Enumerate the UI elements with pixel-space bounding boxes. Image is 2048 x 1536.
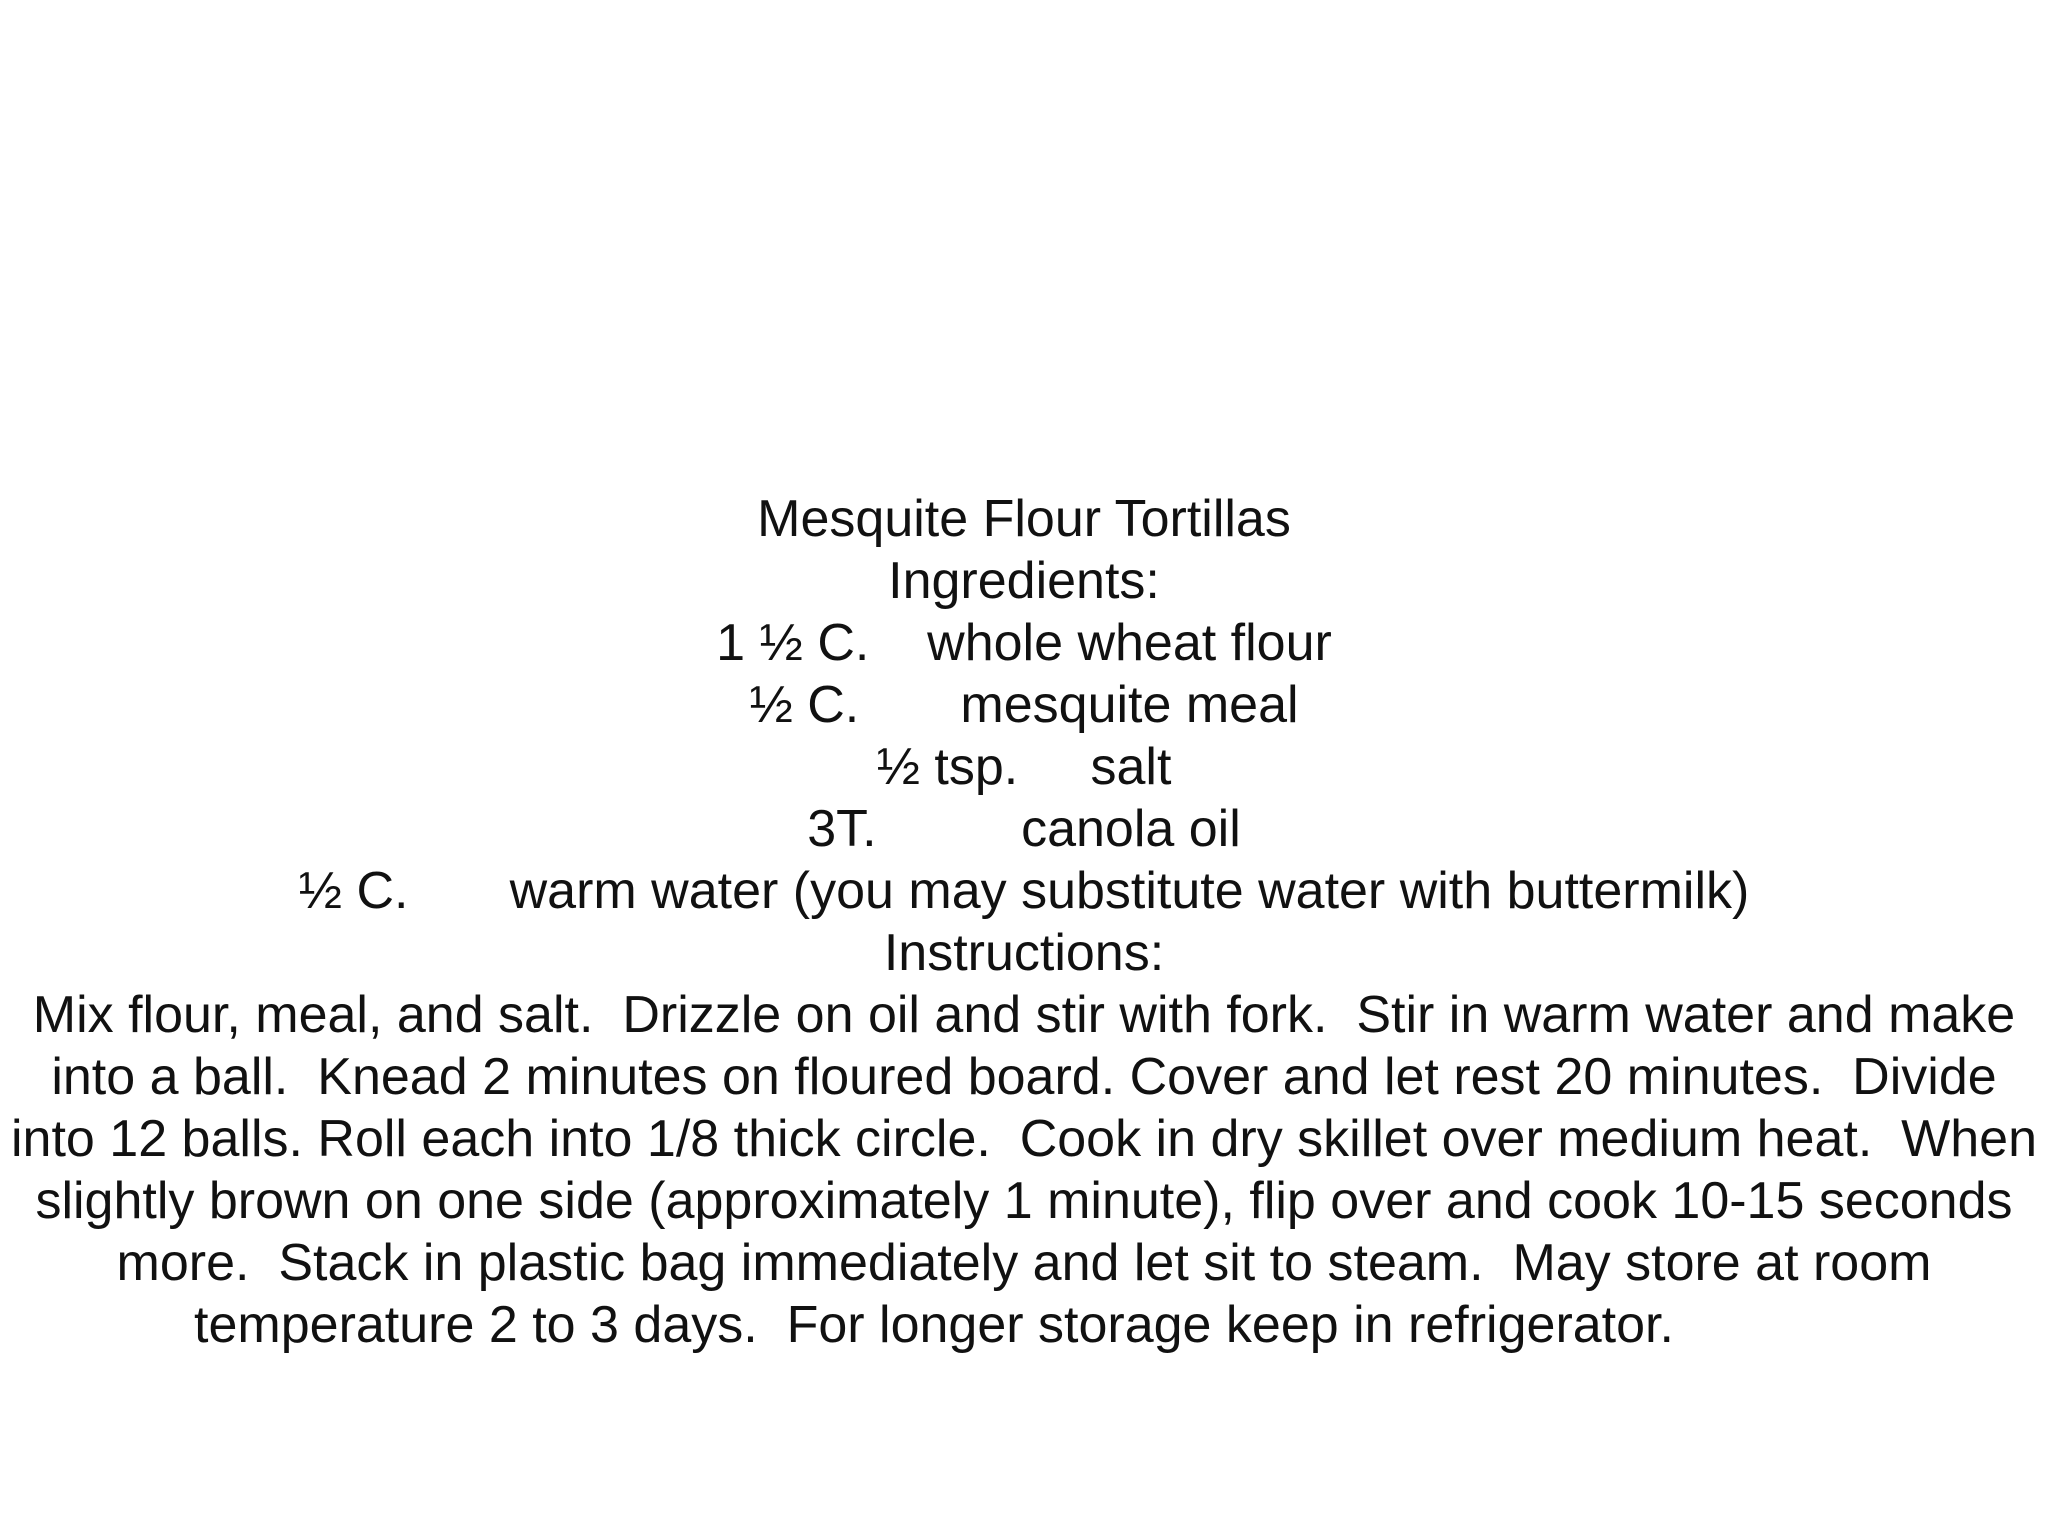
ingredient-item: whole wheat flour [927, 614, 1332, 672]
recipe-document [0, 488, 2048, 1356]
ingredient-line [0, 736, 2048, 798]
instructions-heading: Instructions: [883, 924, 1165, 982]
instructions-line: temperature 2 to 3 days. For longer storage keep in refrigerator. [194, 1296, 1674, 1354]
ingredient-line [0, 860, 2048, 922]
ingredients-heading: Ingredients: [888, 552, 1160, 610]
ingredient-qty: ½ C. [749, 676, 860, 734]
ingredient-item: warm water (you may substitute water with buttermilk) [509, 862, 1750, 920]
ingredient-item: salt [1090, 738, 1172, 796]
ingredient-qty: 3T. [807, 800, 877, 858]
ingredient-item: mesquite meal [960, 676, 1299, 734]
ingredient-qty: ½ C. [298, 862, 409, 920]
instructions-line: slightly brown on one side (approximately 1 minute), flip over and cook 10-15 seconds [35, 1172, 2013, 1230]
ingredient-line [0, 798, 2048, 860]
instructions-line: Mix flour, meal, and salt. Drizzle on oil and stir with fork. Stir in warm water and make [32, 986, 2016, 1044]
ingredient-qty: 1 ½ C. [716, 614, 870, 672]
instructions-paragraph [4, 984, 2044, 1356]
ingredient-line [0, 612, 2048, 674]
ingredient-item: canola oil [1021, 800, 1241, 858]
recipe-title: Mesquite Flour Tortillas [757, 490, 1291, 548]
instructions-line: into a ball. Knead 2 minutes on floured board. Cover and let rest 20 minutes. Divide [51, 1048, 1997, 1106]
ingredient-line [0, 674, 2048, 736]
instructions-line: into 12 balls. Roll each into 1/8 thick circle. Cook in dry skillet over medium heat. When [10, 1110, 2038, 1168]
ingredient-qty: ½ tsp. [876, 738, 1019, 796]
instructions-line: more. Stack in plastic bag immediately and let sit to steam. May store at room [116, 1234, 1932, 1292]
